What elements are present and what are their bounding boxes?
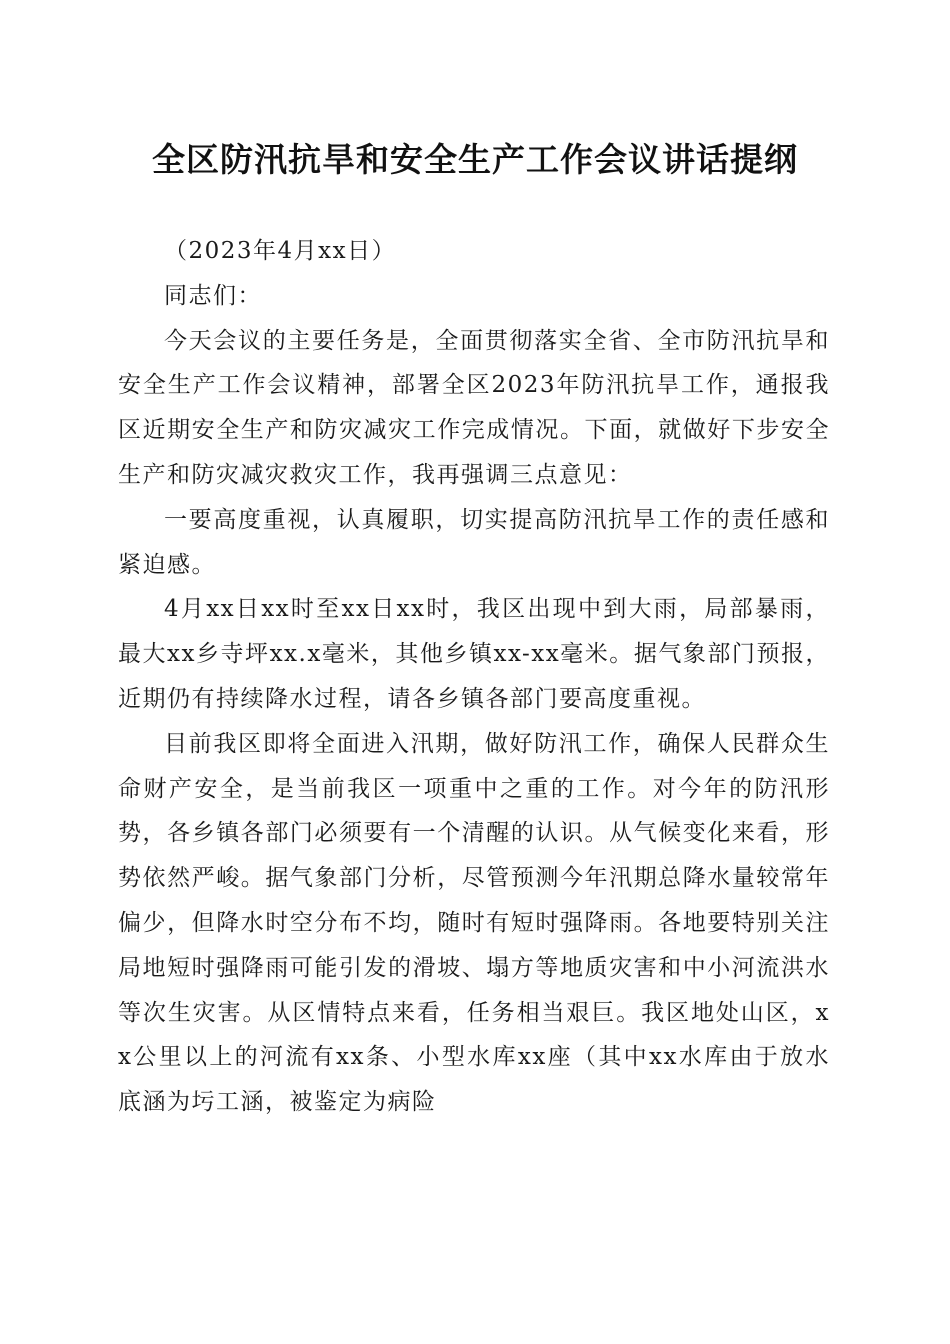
salutation: 同志们：: [164, 282, 262, 309]
date-line: （2023年4月xx日）: [164, 238, 397, 264]
document-title: 全区防汛抗旱和安全生产工作会议讲话提纲: [152, 140, 798, 179]
paragraph-intro: 今天会议的主要任务是，全面贯彻落实全省、全市防汛抗旱和安全生产工作会议精神，部署全区2023年防汛抗旱工作，通报我区近期安全生产和防灾减灾工作完成情况。下面，就做好下步安全生产和防灾减灾救灾工作，我再强调三点意见：: [118, 327, 830, 488]
paragraph-point-one: 一要高度重视，认真履职，切实提高防汛抗旱工作的责任感和紧迫感。: [118, 506, 830, 578]
paragraph-rainfall: 4月xx日xx时至xx日xx时，我区出现中到大雨，局部暴雨，最大xx乡寺坪xx.x毫米，其他乡镇xx-xx毫米。据气象部门预报，近期仍有持续降水过程，请各乡镇各部门要高度重视。: [118, 596, 830, 712]
paragraph-flood-situation: 目前我区即将全面进入汛期，做好防汛工作，确保人民群众生命财产安全，是当前我区一项重中之重的工作。对今年的防汛形势，各乡镇各部门必须要有一个清醒的认识。从气候变化来看，形势依然严峻。据气象部门分析，尽管预测今年汛期总降水量较常年偏少，但降水时空分布不均，随时有短时强降雨。各地要特别关注局地短时强降雨可能引发的滑坡、塌方等地质灾害和中小河流洪水等次生灾害。从区情特点来看，任务相当艰巨。我区地处山区，xx公里以上的河流有xx条、小型水库xx座（其中xx水库由于放水底涵为圬工涵，被鉴定为病险: [118, 730, 830, 1116]
document-body: [118, 229, 830, 1125]
